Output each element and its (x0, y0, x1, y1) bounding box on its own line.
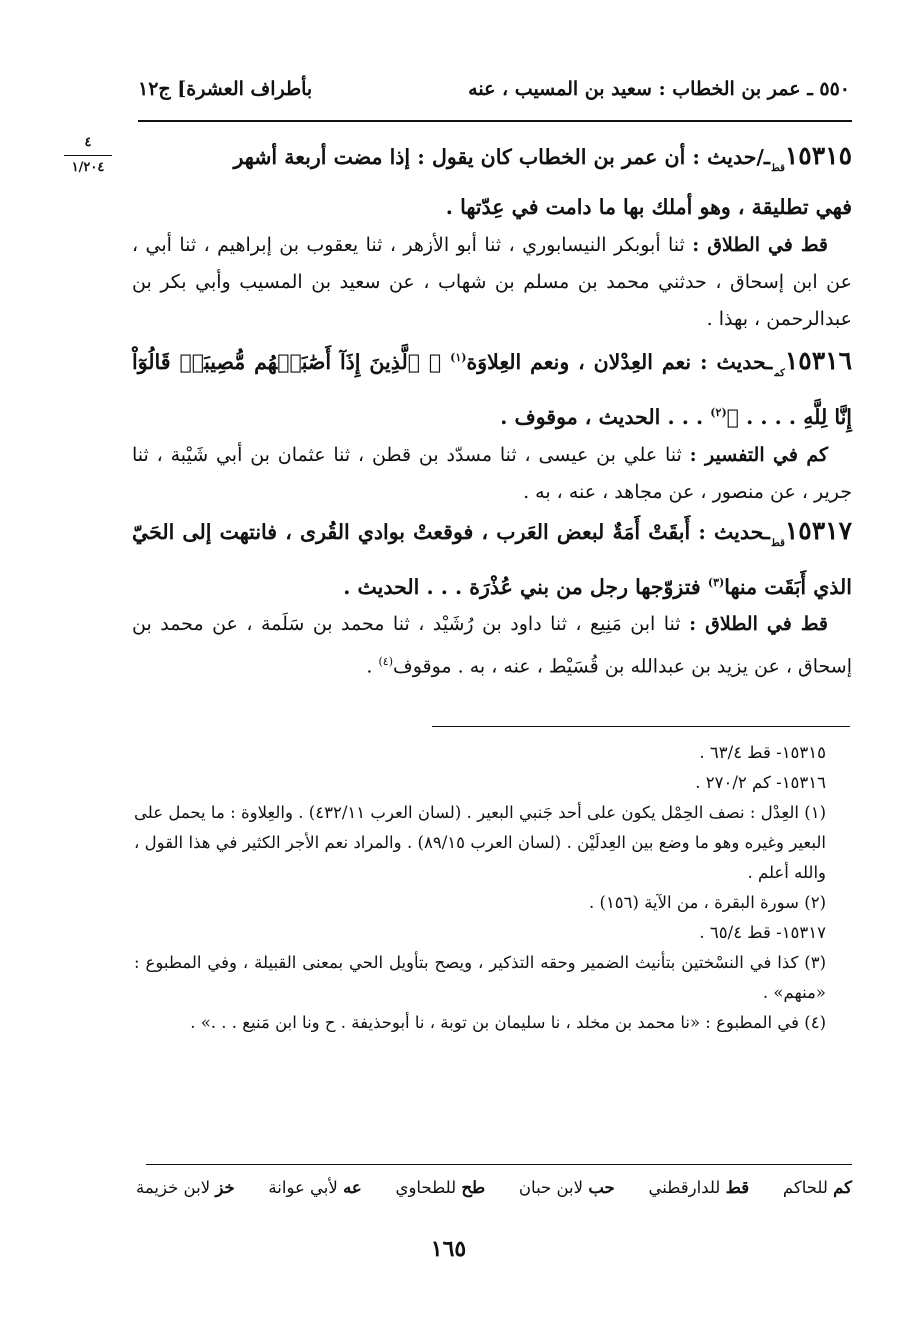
quran-quote: ﴿ ٱلَّذِينَ إِذَآ أَصَٰبَتۡهُم مُّصِيبَةٞ قَالُوٓاْ إِنَّا لِلَّهِ . . . . ﴾ (132, 349, 852, 429)
footnote-ref-1: (١) (450, 351, 467, 364)
footnote-ref-2: (٢) (710, 405, 727, 419)
abbreviation-item (136, 1178, 235, 1208)
header-rule (138, 120, 852, 122)
abbreviation-code: قط (725, 1178, 750, 1197)
main-text (132, 136, 852, 686)
source-code: قط (771, 537, 785, 549)
hadith-entry-15316 (132, 338, 852, 437)
hadith-text: ـحديث : نعم العِدْلان ، ونعم العِلاوَة (466, 349, 773, 374)
abbreviation-code: طح (461, 1178, 486, 1197)
footnote-ref-3: (٣) (707, 575, 725, 589)
footnote-item: (١) العِدْل : نصف الحِمْل يكون على أحد جَنبي البعير . (لسان العرب ٤٣٢/١١) . والعِلاوة : ما يحمل على البعير وغيره وهو ما وضع بين العِدلَيْن . (لسان العرب ٨٩/١٥) . والمراد نعم الأجر الكثير في هذا القول ، والله أعلم . (134, 803, 826, 882)
abbreviation-key (136, 1178, 852, 1208)
hadith-number: ١٥٣١٥ (784, 141, 852, 170)
footnote-item: ١٥٣١٥- قط ٦٣/٤ . (699, 743, 826, 762)
source-code: كم (774, 367, 785, 379)
page-number: ١٦٥ (430, 1236, 467, 1262)
footnote-item: (٤) في المطبوع : «نا محمد بن مخلد ، نا سليمان بن توبة ، نا أبوحذيفة . ح ونا ابن مَنيع . . .» . (190, 1013, 826, 1032)
isnad-15316 (132, 437, 852, 511)
abbreviation-item (396, 1178, 486, 1208)
isnad-15317 (132, 606, 852, 685)
abbreviation-text: لابن خزيمة (136, 1178, 211, 1197)
running-header (138, 74, 850, 104)
isnad-source: قط في الطلاق : (692, 234, 828, 256)
isnad-text: ثنا ابن مَنِيع ، ثنا داود بن رُشَيْد ، ثنا محمد بن سَلَمة ، عن محمد بن إسحاق ، عن يزيد بن عبدالله بن قُسَيْط ، عنه ، به . موقوف (132, 613, 852, 678)
isnad-text: ثنا أبوبكر النيسابوري ، ثنا أبو الأزهر ، ثنا يعقوب بن إبراهيم ، ثنا أبي ، عن ابن إسحاق ، حدثني محمد بن مسلم بن شهاب ، عن سعيد بن المسيب وأبي بكر بن عبدالرحمن ، بهذا . (132, 234, 852, 330)
hadith-entry-15315 (132, 136, 852, 227)
isnad-text: ثنا علي بن عيسى ، ثنا مسدّد بن قطن ، ثنا عثمان بن أبي شَيْبة ، ثنا جرير ، عن منصور ، عن مجاهد ، عنه ، به . (132, 443, 852, 503)
hadith-text: . . . الحديث ، موقوف . (500, 404, 704, 429)
footnote-item: ١٥٣١٦- كم ٢٧٠/٢ . (695, 773, 826, 792)
footnote-ref-4: (٤) (378, 655, 393, 669)
header-chapter-title: ٥٥٠ ـ عمر بن الخطاب : سعيد بن المسيب ، عنه (468, 78, 850, 100)
abbreviation-item (648, 1178, 749, 1208)
abbreviation-text: لأبي عوانة (268, 1178, 338, 1197)
hadith-text-line: ـ/حديث : أن عمر بن الخطاب كان يقول : إذا مضت أربعة أشهر (233, 145, 770, 169)
abbreviation-item (783, 1178, 852, 1208)
source-code: قط (771, 163, 785, 174)
hadith-number: ١٥٣١٧ (784, 515, 852, 545)
abbreviation-item (519, 1178, 615, 1208)
isnad-end: . (366, 655, 379, 678)
margin-ref-divider (64, 155, 112, 156)
footnotes-rule (432, 726, 850, 727)
isnad-source: قط في الطلاق : (689, 613, 828, 636)
abbreviation-code: حب (588, 1178, 615, 1197)
isnad-source: كم في التفسير : (689, 443, 829, 466)
footnote-item: ١٥٣١٧- قط ٦٥/٤ . (699, 923, 826, 942)
abbreviation-code: خز (215, 1178, 235, 1197)
margin-ref-top: ٤ (84, 135, 92, 150)
abbreviation-code: كم (833, 1178, 852, 1197)
hadith-number: ١٥٣١٦ (784, 345, 852, 375)
abbreviations-rule (146, 1164, 852, 1165)
abbreviation-text: للدارقطني (648, 1178, 721, 1197)
footnotes (134, 738, 850, 1038)
abbreviation-text: للطحاوي (395, 1178, 457, 1197)
margin-reference (64, 133, 112, 178)
isnad-15315 (132, 227, 852, 338)
hadith-entry-15317 (132, 511, 852, 607)
footnote-item: (٣) كذا في النسْختين بتأنيث الضمير وحقه التذكير ، ويصح بتأويل الحي بمعنى القبيلة ، وفي المطبوع : «منهم» . (134, 953, 826, 1002)
margin-ref-bottom: ١/٢٠٤ (71, 160, 105, 175)
abbreviation-text: لابن حبان (518, 1178, 584, 1197)
hadith-text: ـحديث : أَبقَتْ أَمَةٌ لبعض العَرب ، فوقعتْ بوادي القُرى ، فانتهت إلى الحَيّ الذي أَبَقَت منها (132, 519, 852, 599)
footnote-item: (٢) سورة البقرة ، من الآية (١٥٦) . (589, 893, 826, 912)
hadith-text-line: فهي تطليقة ، وهو أملك بها ما دامت في عِدّتها . (445, 195, 852, 219)
hadith-text: فتزوّجها رجل من بني عُذْرَة . . . الحديث . (343, 574, 701, 599)
header-book-title: بأطراف العشرة] ج١٢ (138, 78, 313, 100)
abbreviation-code: عه (343, 1178, 362, 1197)
abbreviation-item (268, 1178, 361, 1208)
abbreviation-text: للحاكم (782, 1178, 828, 1197)
